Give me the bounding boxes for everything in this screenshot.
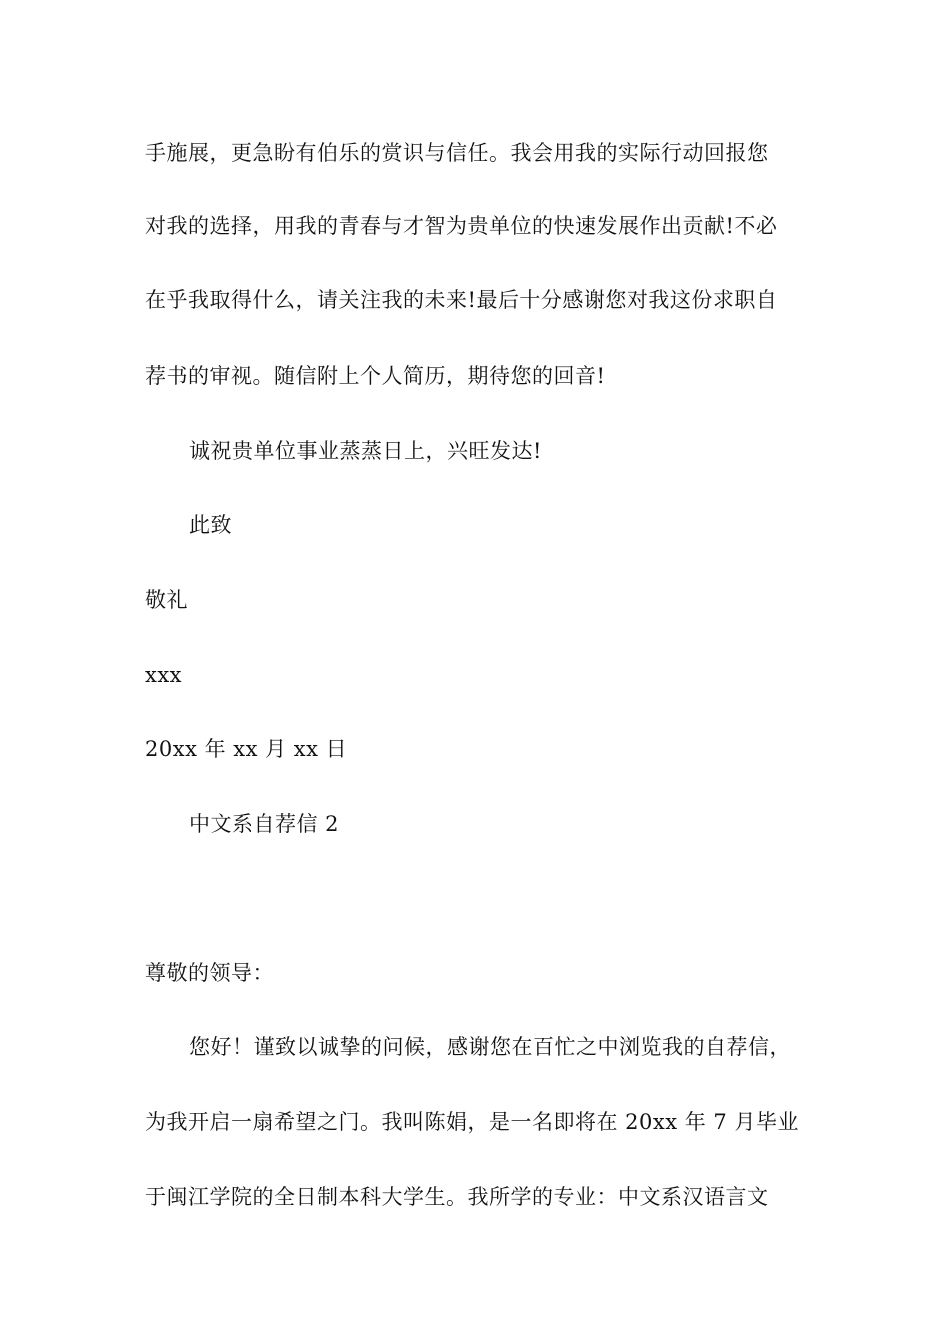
- section-heading: 中文系自荐信 2: [189, 812, 340, 836]
- salutation-cizhi: 此致: [189, 513, 232, 537]
- paragraph-line: 您好！谨致以诚挚的问候，感谢您在百忙之中浏览我的自荐信，: [189, 1035, 791, 1059]
- paragraph-line: 为我开启一扇希望之门。我叫陈娟，是一名即将在 20xx 年 7 月毕业: [145, 1110, 799, 1134]
- signature-name: xxx: [145, 663, 183, 687]
- greeting: 尊敬的领导：: [145, 961, 274, 985]
- signature-date: 20xx 年 xx 月 xx 日: [145, 737, 348, 761]
- paragraph-line: 对我的选择，用我的青春与才智为贵单位的快速发展作出贡献!不必: [145, 214, 778, 238]
- paragraph-line: 在乎我取得什么，请关注我的未来!最后十分感谢您对我这份求职自: [145, 288, 778, 312]
- paragraph-line: 手施展，更急盼有伯乐的赏识与信任。我会用我的实际行动回报您: [145, 141, 769, 165]
- paragraph-line: 于闽江学院的全日制本科大学生。我所学的专业：中文系汉语言文: [145, 1185, 769, 1209]
- paragraph-line: 荐书的审视。随信附上个人简历，期待您的回音!: [145, 364, 606, 388]
- closing-wish: 诚祝贵单位事业蒸蒸日上，兴旺发达!: [189, 439, 542, 463]
- salutation-jingli: 敬礼: [145, 588, 188, 612]
